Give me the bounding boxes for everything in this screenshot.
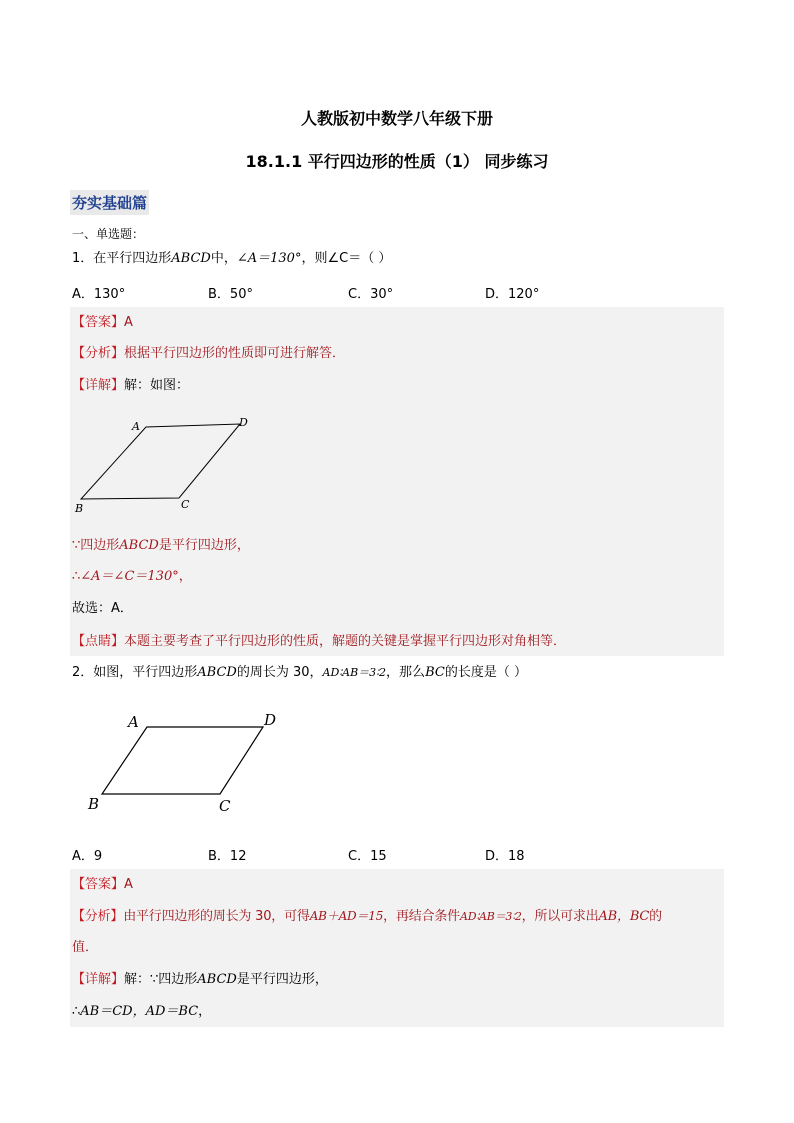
q2-step-math: AB＝CD，AD＝BC	[80, 1004, 199, 1019]
q2-parallelogram-shape	[102, 727, 263, 794]
q2-step	[72, 1003, 211, 1021]
q2-label-a: A	[128, 713, 139, 731]
q1-analysis-tag: 【分析】	[72, 346, 125, 361]
q2-shape: ABCD	[197, 665, 237, 680]
q2-analysis-math2: AD∶AB＝3∶2	[459, 910, 522, 923]
q1-step1-shape: ABCD	[119, 538, 159, 553]
q1-angle-given: ∠A＝130°	[236, 251, 302, 266]
q2-detail-post: 是平行四边形，	[236, 972, 328, 987]
q1-label-c: C	[181, 498, 190, 511]
q1-label-b: B	[75, 502, 84, 515]
q1-comment-tag: 【点睛】	[72, 634, 125, 649]
q1-label-d: D	[239, 416, 248, 429]
q2-answer	[72, 876, 133, 894]
q1-ask: ，则∠C＝（ ）	[301, 251, 392, 266]
q1-detail-tag: 【详解】	[72, 378, 125, 393]
q2-step-post: ，	[198, 1004, 212, 1019]
q2-label-b: B	[88, 795, 100, 813]
q1-answer	[72, 314, 133, 332]
page-subtitle: 18.1.1 平行四边形的性质（1） 同步练习	[245, 152, 549, 171]
q1-choose: 故选：A．	[72, 601, 133, 616]
q2-ratio: AD∶AB＝3∶2	[322, 666, 387, 679]
q2-step-pre: ∴	[72, 1004, 81, 1019]
q1-analysis	[72, 345, 345, 363]
q1-comment-text: 本题主要考查了平行四边形的性质，解题的关键是掌握平行四边形对角相等．	[124, 634, 567, 649]
q2-option-a: A．9	[72, 849, 103, 864]
q2-analysis-mid2: ，所以可求出	[521, 909, 599, 924]
q1-option-c: C．30°	[348, 287, 394, 302]
q2-label-c: C	[219, 797, 231, 815]
q2-label-d: D	[264, 711, 277, 729]
q2-analysis	[72, 907, 662, 926]
q2-option-d: D．18	[485, 849, 525, 864]
q1-detail	[72, 377, 189, 395]
q1-parallelogram-shape	[81, 424, 240, 499]
q2-answer-tag: 【答案】	[72, 877, 125, 892]
q2-analysis-pre: 由平行四边形的周长为 30，可得	[123, 909, 310, 924]
q1-answer-value: A	[124, 315, 133, 330]
q2-detail-pre: 解：∵四边形	[124, 972, 198, 987]
q1-step1-post: 是平行四边形，	[158, 538, 250, 553]
q2-detail	[72, 971, 328, 989]
q2-mid2: ，那么	[386, 665, 426, 680]
q2-analysis-tag: 【分析】	[72, 909, 124, 924]
q1-prefix: 1．在平行四边形	[72, 251, 172, 266]
q2-option-b: B．12	[208, 849, 247, 864]
q2-bc: BC	[425, 665, 445, 680]
q2-analysis-continued: 值．	[72, 940, 99, 955]
q1-label-a: A	[132, 420, 140, 433]
q2-analysis-end: 的	[649, 909, 662, 924]
q1-option-a: A．130°	[72, 287, 126, 302]
q1-parallelogram-figure	[70, 410, 260, 520]
question-type-heading: 一、单选题：	[72, 227, 145, 241]
q1-step-2	[72, 568, 192, 586]
q1-step1-pre: ∵四边形	[72, 538, 120, 553]
q1-step2-post: ，	[178, 569, 192, 584]
section-label: 夯实基础篇	[70, 190, 149, 215]
q2-ask: 的长度是（ ）	[444, 665, 527, 680]
q2-stem	[72, 664, 527, 682]
q1-stem	[72, 250, 391, 268]
q1-option-b: B．50°	[208, 287, 253, 302]
q1-comment	[72, 633, 566, 651]
q1-answer-tag: 【答案】	[72, 315, 125, 330]
q1-step2-pre: ∴	[72, 569, 81, 584]
q1-step2-math: ∠A＝∠C＝130°	[80, 569, 179, 584]
q2-analysis-mid: ，再结合条件	[383, 909, 460, 924]
q1-detail-text: 解：如图：	[124, 378, 190, 393]
q1-option-d: D．120°	[485, 287, 540, 302]
q2-mid: 的周长为 30，	[236, 665, 323, 680]
q2-prefix: 2．如图，平行四边形	[72, 665, 198, 680]
q2-parallelogram-figure	[80, 705, 300, 820]
q2-analysis-math3: AB，BC	[598, 909, 650, 924]
q2-option-c: C．15	[348, 849, 387, 864]
q1-shape: ABCD	[171, 251, 211, 266]
page-title: 人教版初中数学八年级下册	[300, 109, 493, 128]
q2-detail-shape: ABCD	[197, 972, 237, 987]
q1-mid: 中，	[210, 251, 237, 266]
q2-detail-tag: 【详解】	[72, 972, 125, 987]
q2-analysis-math1: AB＋AD＝15	[309, 909, 384, 923]
q1-analysis-text: 根据平行四边形的性质即可进行解答．	[124, 346, 346, 361]
q2-answer-value: A	[124, 877, 133, 892]
q1-step-1	[72, 537, 250, 555]
